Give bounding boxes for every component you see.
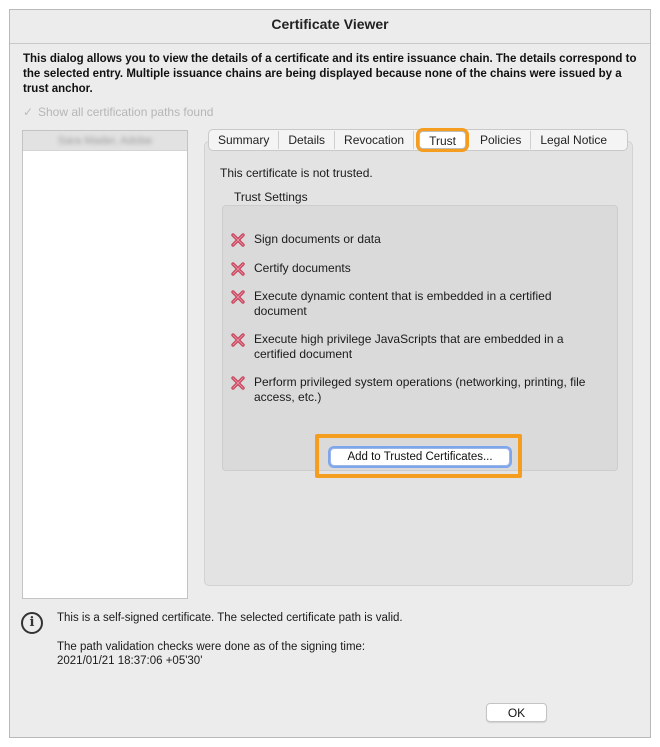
list-item — [230, 261, 594, 277]
x-mark-icon — [230, 289, 246, 305]
certificate-chain-list[interactable] — [22, 130, 188, 599]
intro-text: This dialog allows you to view the details of a certificate and its entire issuance chain. The details correspond to the selected entry. Multiple issuance chains are being displayed because none of the chains were issued by a trust anchor. — [23, 53, 637, 95]
trust-item-label: Execute dynamic content that is embedded in a certified document — [254, 289, 552, 318]
tab-bar — [208, 129, 628, 151]
x-mark-icon — [230, 261, 246, 277]
trust-item-label: Sign documents or data — [254, 232, 381, 246]
tab-details[interactable]: Details — [279, 131, 335, 149]
self-signed-note: This is a self-signed certificate. The selected certificate path is valid. — [57, 612, 403, 624]
show-all-paths-checkbox[interactable] — [22, 105, 213, 119]
validation-time-note: The path validation checks were done as of the signing time: — [57, 641, 366, 653]
trust-settings-title: Trust Settings — [234, 190, 308, 204]
list-item-label: Sara Mader, Adobe — [57, 134, 153, 147]
ok-button[interactable]: OK — [486, 703, 547, 722]
info-icon: i — [21, 612, 43, 634]
show-all-paths-label: Show all certification paths found — [38, 105, 214, 119]
x-mark-icon — [230, 375, 246, 391]
trust-item-label: Execute high privilege JavaScripts that are embedded in a certified document — [254, 332, 564, 361]
tab-summary[interactable]: Summary — [209, 131, 279, 149]
tab-legal-notice[interactable]: Legal Notice — [540, 133, 608, 147]
validation-timestamp: 2021/01/21 18:37:06 +05'30' — [57, 655, 203, 667]
trust-item-label: Perform privileged system operations (networking, printing, file access, etc.) — [254, 375, 586, 404]
x-mark-icon — [230, 232, 246, 248]
list-item[interactable] — [23, 131, 187, 151]
x-mark-icon — [230, 332, 246, 348]
trust-item-label: Certify documents — [254, 261, 351, 275]
title-divider — [10, 43, 650, 44]
add-to-trusted-certificates-button[interactable]: Add to Trusted Certificates... — [330, 448, 510, 466]
tab-revocation[interactable]: Revocation — [335, 131, 414, 149]
list-item — [230, 232, 594, 248]
tab-policies[interactable]: Policies — [471, 131, 531, 149]
list-item — [230, 289, 594, 318]
tab-trust[interactable]: Trust — [419, 131, 466, 149]
trust-status-text: This certificate is not trusted. — [220, 166, 373, 180]
list-item — [230, 375, 594, 404]
list-item — [230, 332, 594, 361]
validation-info — [57, 611, 403, 668]
window-title: Certificate Viewer — [271, 16, 389, 32]
certificate-viewer-window — [9, 9, 651, 738]
checkmark-icon: ✓ — [22, 105, 34, 119]
